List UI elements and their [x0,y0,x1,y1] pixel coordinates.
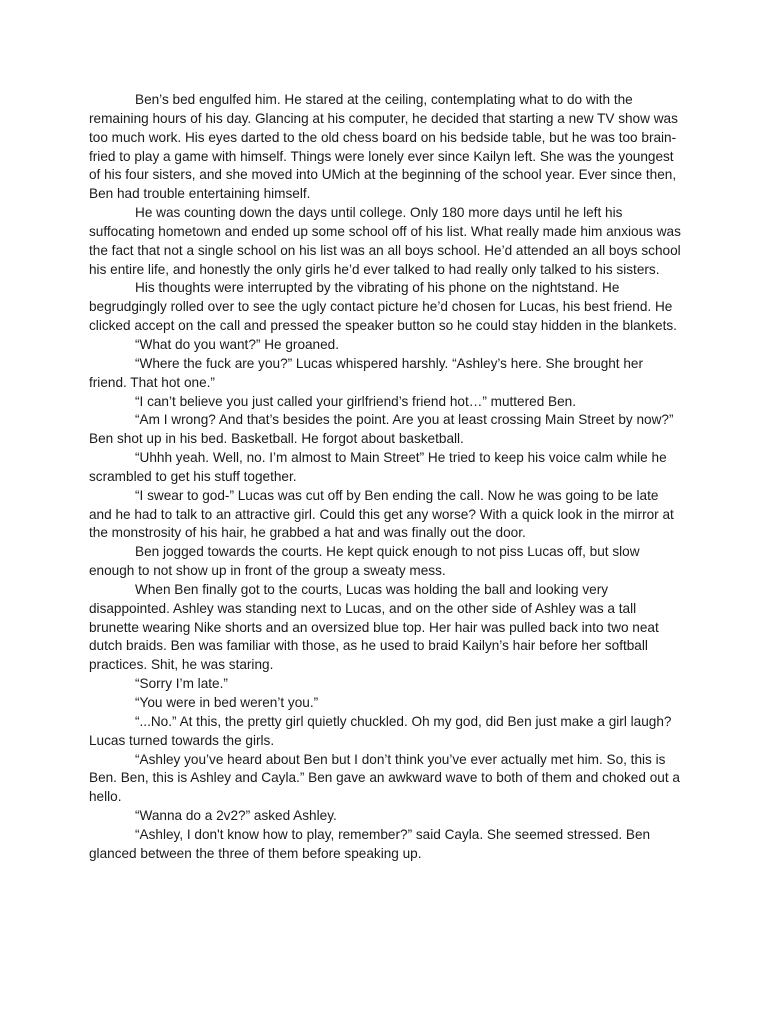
paragraph: “Where the fuck are you?” Lucas whispered harshly. “Ashley’s here. She brought her friend. That hot one.” [89,355,644,390]
paragraph: “Ashley, I don't know how to play, remember?” said Cayla. She seemed stressed. Ben glanced between the three of them before speaking up. [89,826,651,861]
paragraph: When Ben finally got to the courts, Lucas was holding the ball and looking very disappointed. Ashley was standing next to Lucas, and on the other side of Ashley was a tall brunette wearing Nike shorts and an oversized blue top. Her hair was pulled back into two neat dutch braids. Ben was familiar with those, as he used to braid Kailyn’s hair before her softball practices. Shit, he was staring. [89,581,659,673]
paragraph: His thoughts were interrupted by the vibrating of his phone on the nightstand. He begrudgingly rolled over to see the ugly contact picture he’d chosen for Lucas, his best friend. He clicked accept on the call and pressed the speaker button so he could stay hidden in the blankets. [89,280,677,334]
paragraph: He was counting down the days until college. Only 180 more days until he left his suffocating hometown and ended up some school off of his list. What really made him anxious was the fact that not a single school on his list was an all boys school. He’d attended an all boys school his entire life, and honestly the only girls he’d ever talked to had really only talked to his sisters. [89,205,681,277]
paragraph: “Am I wrong? And that’s besides the point. Are you at least crossing Main Street by now?” Ben shot up in his bed. Basketball. He forgot about basketball. [89,412,674,447]
paragraph: Ben’s bed engulfed him. He stared at the ceiling, contemplating what to do with the remaining hours of his day. Glancing at his computer, he decided that starting a new TV show was too much work. His eyes darted to the old chess board on his bedside table, but he was too brain-fried to play a game with himself. Things were lonely ever since Kailyn left. She was the youngest of his four sisters, and she moved into UMich at the beginning of the school year. Ever since then, Ben had trouble entertaining himself. [89,92,678,202]
paragraph: “Ashley you’ve heard about Ben but I don’t think you’ve ever actually met him. So, this is Ben. Ben, this is Ashley and Cayla.” Ben gave an awkward wave to both of them and choked out a hello. [89,751,680,805]
paragraph: “What do you want?” He groaned. [135,336,340,352]
paragraph: “I swear to god-” Lucas was cut off by Ben ending the call. Now he was going to be late and he had to talk to an attractive girl. Could this get any worse? With a quick look in the mirror at the monstrosity of his hair, he grabbed a hat and was finally out the door. [89,487,674,541]
paragraph: Ben jogged towards the courts. He kept quick enough to not piss Lucas off, but slow enough to not show up in front of the group a sweaty mess. [89,544,640,579]
paragraph: “Sorry I’m late.” [135,676,228,692]
paragraph: “You were in bed weren’t you.” [135,695,319,710]
story-text [89,91,681,864]
paragraph: “Uhhh yeah. Well, no. I’m almost to Main Street” He tried to keep his voice calm while he scrambled to get his stuff together. [89,450,667,484]
paragraph: “...No.” At this, the pretty girl quietly chuckled. Oh my god, did Ben just make a girl laugh? Lucas turned towards the girls. [89,713,672,748]
paragraph: “I can’t believe you just called your girlfriend’s friend hot…” muttered Ben. [135,393,577,409]
paragraph: “Wanna do a 2v2?” asked Ashley. [135,808,337,824]
